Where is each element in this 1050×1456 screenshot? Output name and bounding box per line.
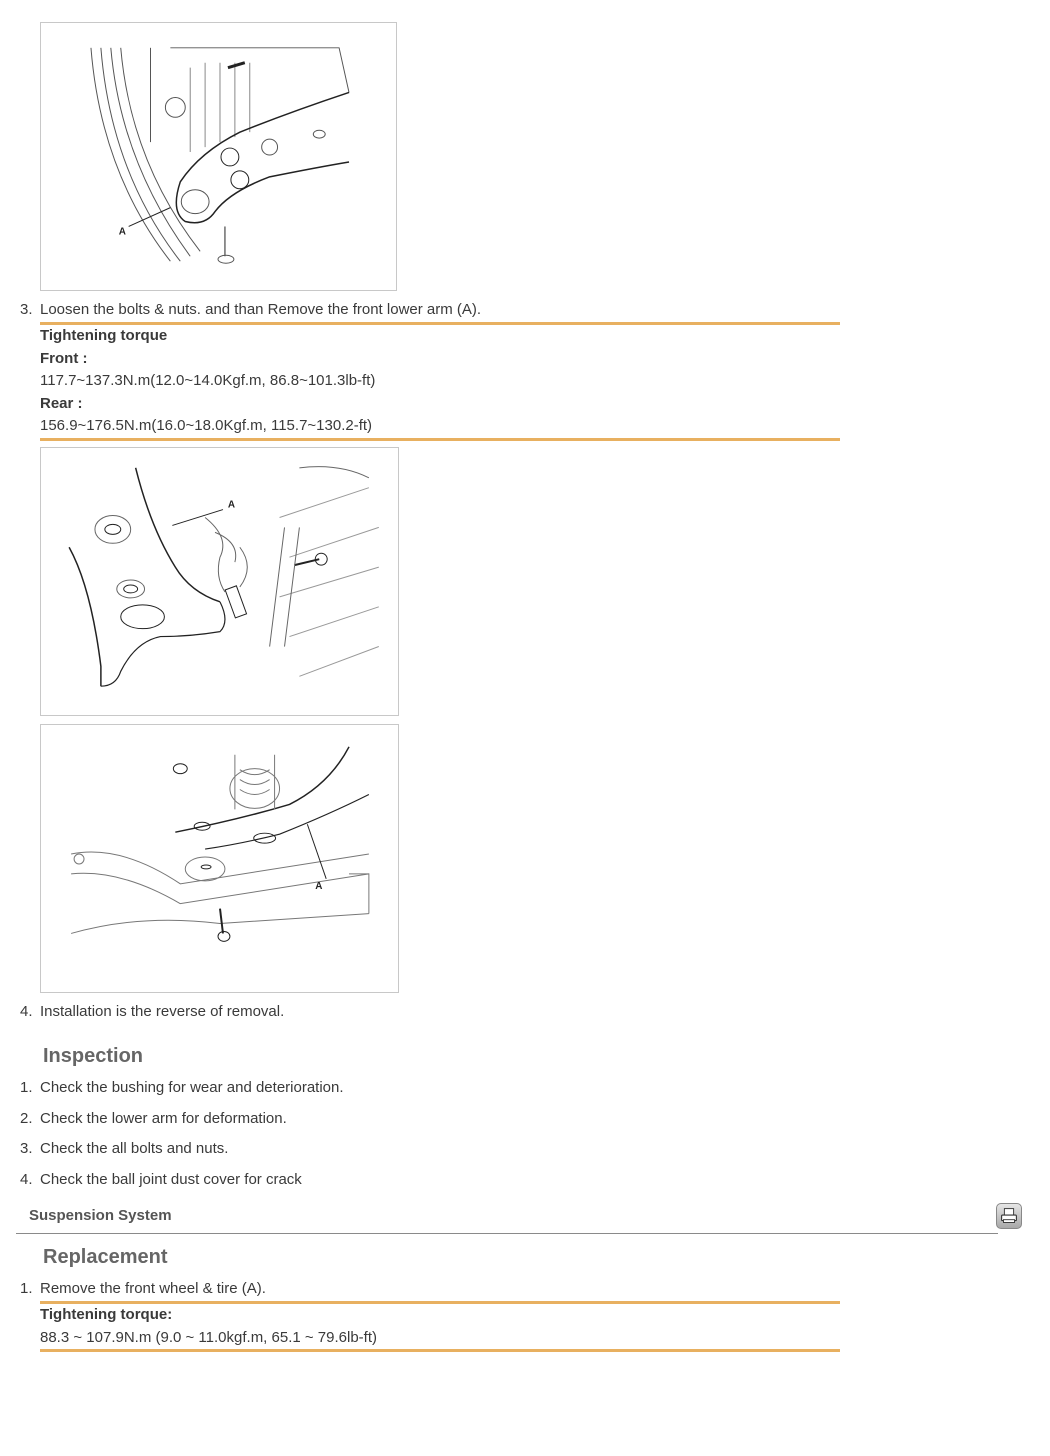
removal-step [0, 1002, 840, 1022]
section-header [16, 1203, 998, 1234]
step-text: Installation is the reverse of removal. [40, 1003, 285, 1020]
figure-lower-arm-rear-bolt [40, 724, 399, 993]
step-number: 1. [20, 1280, 33, 1297]
front-torque-value: 117.7~137.3N.m(12.0~14.0Kgf.m, 86.8~101.3lb-ft) [40, 372, 376, 389]
inspection-item [0, 1078, 840, 1098]
torque-note [40, 322, 840, 441]
inspection-item [0, 1109, 840, 1129]
item-text: Check the lower arm for deformation. [40, 1110, 287, 1127]
removal-step [0, 300, 840, 320]
rear-label: Rear : [40, 394, 83, 412]
step-text: Loosen the bolts & nuts. and than Remove the front lower arm (A). [40, 301, 482, 318]
replacement-step [0, 1279, 840, 1299]
callout-label: A [227, 499, 236, 511]
diagram-ball-joint [41, 23, 396, 290]
callout-line [172, 510, 223, 526]
callout-line [307, 824, 326, 879]
step-number: 3. [20, 301, 33, 318]
item-text: Check the ball joint dust cover for crack [40, 1171, 302, 1188]
inspection-item [0, 1170, 840, 1190]
inspection-item [0, 1139, 840, 1159]
item-number: 3. [20, 1140, 33, 1157]
diagram-front-bolt [41, 448, 398, 715]
item-number: 4. [20, 1171, 33, 1188]
rear-torque-value: 156.9~176.5N.m(16.0~18.0Kgf.m, 115.7~130.2-ft) [40, 417, 373, 434]
torque-note [40, 1301, 840, 1352]
figure-lower-arm-ball-joint [40, 22, 397, 291]
replacement-heading: Replacement [43, 1246, 168, 1268]
printer-icon [997, 1204, 1021, 1228]
section-title: Suspension System [29, 1207, 172, 1224]
item-text: Check the bushing for wear and deterioration. [40, 1079, 344, 1096]
item-number: 2. [20, 1110, 33, 1127]
wheel-torque-value: 88.3 ~ 107.9N.m (9.0 ~ 11.0kgf.m, 65.1 ~ 79.6lb-ft) [40, 1328, 378, 1346]
step-text: Remove the front wheel & tire (A). [40, 1280, 266, 1297]
callout-label: A [118, 226, 126, 238]
front-label: Front : [40, 349, 88, 367]
note-title: Tightening torque [40, 327, 168, 344]
diagram-rear-bolt [41, 725, 398, 992]
callout-label: A [315, 880, 323, 892]
step-number: 4. [20, 1003, 33, 1020]
note-title: Tightening torque: [40, 1306, 173, 1323]
inspection-heading: Inspection [43, 1045, 144, 1067]
figure-lower-arm-front-bolt [40, 447, 399, 716]
print-button[interactable] [996, 1203, 1022, 1229]
item-number: 1. [20, 1079, 33, 1096]
item-text: Check the all bolts and nuts. [40, 1140, 229, 1157]
